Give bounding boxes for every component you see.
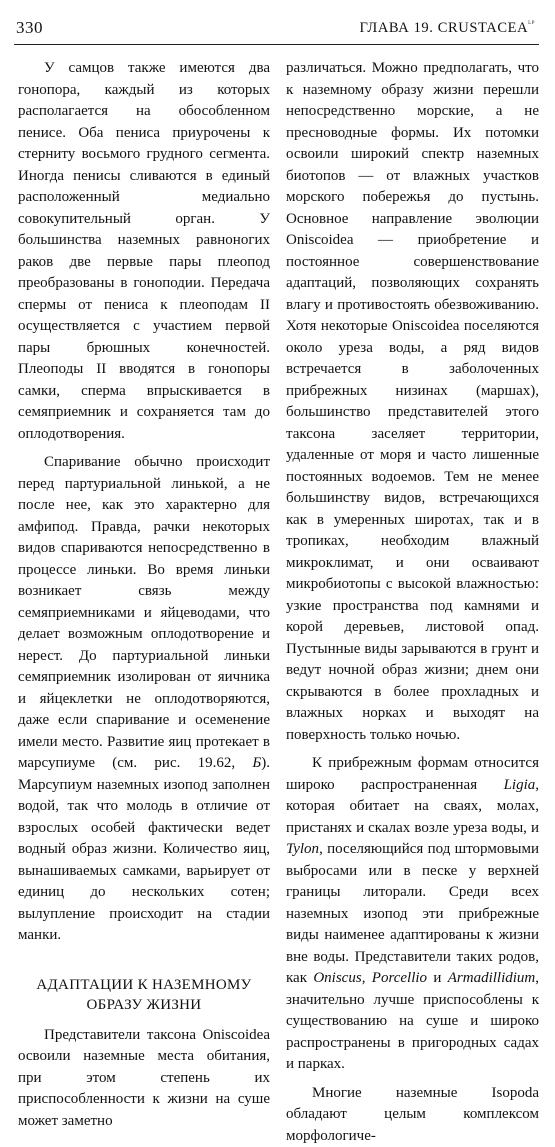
paragraph: У самцов также имеются два гонопора, каждый из которых располагается на обособленном пенисе. Оба пениса приурочены к стерниту восьмого грудного сегмента. Иногда пенисы сливаются в единый расположенный медиально совокупительный орган. У большинства наземных равноногих раков две первые пары плеопод преобразованы в гоноподии. Передача спермы от пениса к плеоподам II осуществляется с участием первой пары брюшных конечностей. Плеоподы II вводятся в гонопоры самки, сперма впрыскивается в семяприемник и сохраняется там до оплодотворения. xyxy=(18,58,270,445)
right-column xyxy=(286,58,539,1147)
header-rule xyxy=(14,44,539,45)
running-title-text: ГЛАВА 19. CRUSTACEA xyxy=(360,20,529,36)
section-heading xyxy=(18,975,270,1015)
page-number: 330 xyxy=(16,18,43,38)
figure-ref-italic: Б xyxy=(252,755,261,771)
running-title xyxy=(360,19,535,37)
running-title-suffix: ᴸᴾ xyxy=(528,19,535,28)
paragraph xyxy=(18,452,270,947)
text-run: и xyxy=(427,970,448,986)
page-header xyxy=(14,14,539,42)
genus-name: Armadillidium xyxy=(448,970,536,986)
paragraph: Представители таксона Oniscoidea освоили наземные места обитания, при этом степень их приспособленности к жизни на суше может заметно xyxy=(18,1025,270,1133)
genus-name: Tylon xyxy=(286,841,319,857)
left-column xyxy=(18,58,270,1132)
text-run: , значительно лучше приспособлены к существованию на суше и широко распространены в пригородных садах и парках. xyxy=(286,970,539,1072)
paragraph xyxy=(286,753,539,1076)
text-run: Спаривание обычно происходит перед партуриальной линькой, а не после нее, как это характерно для амфипод. Правда, рачки некоторых видов спариваются непосредственно в процессе линьки. Во время линьки возникает связь между семяприемниками и яйцеводами, что делает возможным оплодотворение и нерест. До партуриальной линьки семяприемник изолирован от яичника и яйцеклетки не оплодотворяются, даже если спаривание и осеменение имели место. Развитие яиц протекает в марсупиуме (см. рис. 19.62, xyxy=(18,454,270,771)
text-run: ). Марсупиум наземных изопод заполнен водой, так что молодь в отличие от взрослых особей фактически ведет водный образ жизни. Количество яиц, вынашиваемых самками, варьирует от единиц до нескольких сотен; вылупление происходит на стадии манки. xyxy=(18,755,270,943)
text-run: К прибрежным формам относится широко распространенная xyxy=(286,755,539,793)
heading-line: ОБРАЗУ ЖИЗНИ xyxy=(18,995,270,1015)
text-run: , которая обитает на сваях, молах, пристанях и скалах возле уреза воды, и xyxy=(286,777,539,836)
text-run: , поселяющийся под штормовыми выбросами или в песке у верхней границы литорали. Среди всех наземных изопод эти прибрежные виды наименее адаптированы к жизни вне воды. Представители таких родов, как xyxy=(286,841,539,986)
genus-name: Porcellio xyxy=(372,970,427,986)
heading-line: АДАПТАЦИИ К НАЗЕМНОМУ xyxy=(18,975,270,995)
text-run: , xyxy=(362,970,372,986)
genus-name: Ligia xyxy=(504,777,536,793)
paragraph: Многие наземные Isopoda обладают целым комплексом морфологиче- xyxy=(286,1083,539,1147)
genus-name: Oniscus xyxy=(313,970,361,986)
paragraph: различаться. Можно предполагать, что к наземному образу жизни перешли непосредственно морские, а не пресноводные формы. Их потомки освоили широкий спектр наземных биотопов — от влажных участков морского побережья до пустынь. Основное направление эволюции Oniscoidea — приобретение и постоянное совершенствование адаптаций, позволяющих сохранять влагу и противостоять обезвоживанию. Хотя некоторые Oniscoidea поселяются около уреза воды, а ряд видов встречается в заболоченных прибрежных низинах (маршах), большинство представителей этого таксона заселяет территории, удаленные от моря и часто лишенные постоянных водоемов. Тем не менее большинству видов, встречающихся как в умеренных широтах, так и в тропиках, необходим влажный микроклимат, и они осваивают микробиотопы с высокой влажностью: узкие пространства под камнями и корой деревьев, листовой опад. Пустынные виды зарываются в грунт и ведут ночной образ жизни; днем они скрываются в более прохладных и влажных норках и выходят на поверхность только ночью. xyxy=(286,58,539,746)
